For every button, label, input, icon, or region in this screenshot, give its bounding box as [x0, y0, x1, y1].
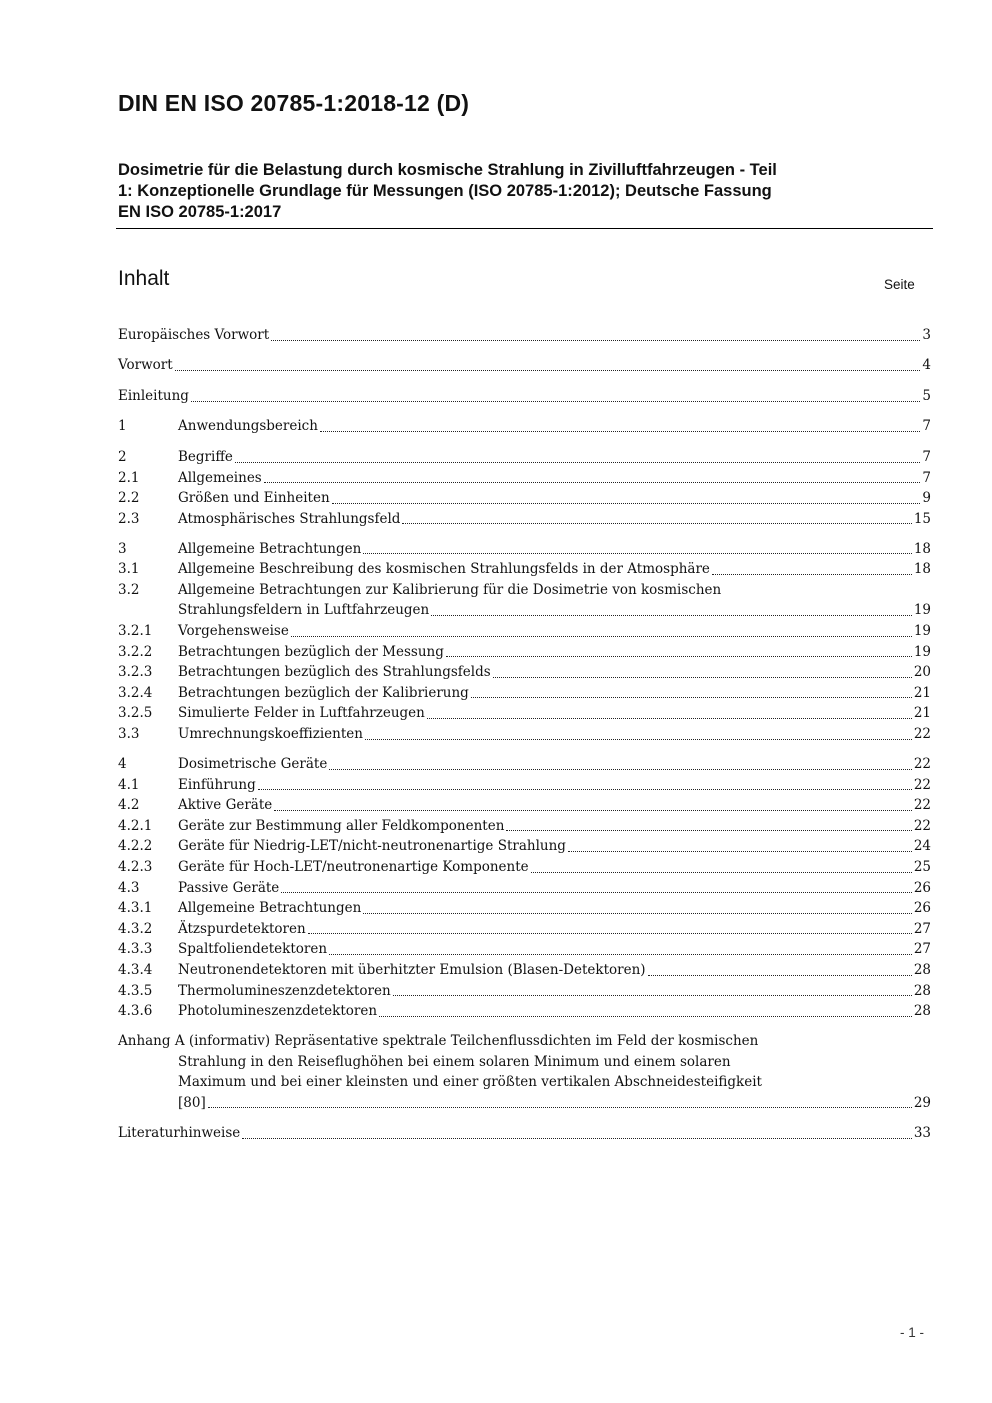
leader-dots	[332, 502, 921, 504]
toc-entry-title[interactable]: Allgemeine Beschreibung des kosmischen Strahlungsfelds in der Atmosphäre	[178, 561, 710, 578]
toc-entry-title-continued[interactable]: Strahlungsfeldern in Luftfahrzeugen	[178, 602, 430, 619]
toc-entry[interactable]	[118, 662, 931, 683]
toc-entry-page[interactable]: 21	[913, 684, 931, 701]
toc-entry-title[interactable]: Allgemeines	[178, 469, 262, 486]
leader-dots	[235, 461, 921, 463]
leader-dots	[493, 676, 912, 678]
leader-dots	[329, 953, 912, 955]
toc-entry-page[interactable]: 26	[913, 879, 931, 896]
document-subtitle	[118, 160, 930, 223]
leader-dots	[531, 871, 912, 873]
toc-entry-number: 3.2.4	[118, 684, 153, 701]
toc-entry[interactable]	[118, 836, 931, 857]
toc-entry-title[interactable]: Geräte für Niedrig-LET/nicht-neutronenartige Strahlung	[178, 838, 566, 855]
toc-entry[interactable]	[118, 325, 931, 346]
toc-entry[interactable]	[118, 488, 931, 509]
toc-entry-number: 2.3	[118, 510, 140, 527]
toc-entry-number: 4.2.1	[118, 817, 153, 834]
toc-entry-page[interactable]: 15	[913, 510, 931, 527]
toc-entry[interactable]	[118, 1123, 931, 1144]
toc-entry[interactable]	[118, 355, 931, 376]
toc-entry-number: 3	[118, 540, 127, 557]
leader-dots	[379, 1015, 912, 1017]
toc-entry-number: 4.1	[118, 776, 140, 793]
leader-dots	[506, 829, 911, 831]
leader-dots	[446, 655, 912, 657]
toc-entry-title[interactable]: Neutronendetektoren mit überhitzter Emulsion (Blasen-Detektoren)	[178, 962, 646, 978]
toc-entry-title[interactable]: Atmosphärisches Strahlungsfeld	[178, 510, 401, 527]
toc-entry-number: 4.3.3	[118, 941, 153, 958]
leader-dots	[402, 522, 911, 524]
toc-entry-title[interactable]: Einführung	[178, 776, 256, 793]
toc-entry-title[interactable]: Anhang A (informativ) Repräsentative spektrale Teilchenflussdichten im Feld der kosmischen	[118, 1033, 759, 1049]
toc-entry-number: 1	[118, 418, 127, 434]
leader-dots	[568, 850, 912, 852]
toc-entry-page[interactable]: 21	[913, 705, 931, 722]
toc-entry-title[interactable]: Begriffe	[178, 449, 233, 465]
toc-entry-page[interactable]: 4	[922, 357, 931, 373]
toc-entry-page[interactable]: 7	[922, 449, 931, 465]
leader-dots	[648, 974, 912, 976]
toc-entry-number: 4.3.4	[118, 962, 153, 978]
toc-entry-title[interactable]: Dosimetrische Geräte	[178, 756, 328, 772]
leader-dots	[712, 573, 912, 575]
leader-dots	[208, 1106, 912, 1108]
toc-entry-page[interactable]: 7	[922, 469, 931, 486]
toc-entry-page[interactable]: 28	[913, 962, 931, 978]
toc-entry-number: 3.2.1	[118, 623, 153, 639]
toc-entry[interactable]	[118, 919, 931, 940]
toc-entry-page[interactable]: 22	[913, 756, 931, 772]
toc-entry[interactable]	[118, 878, 931, 899]
toc-entry[interactable]	[118, 960, 931, 981]
leader-dots	[281, 891, 912, 893]
toc-entry-page[interactable]: 3	[922, 327, 931, 343]
leader-dots	[393, 994, 912, 996]
toc-entry-number: 4.3.2	[118, 920, 153, 937]
toc-entry-title[interactable]: Betrachtungen bezüglich der Messung	[178, 643, 444, 660]
toc-entry[interactable]	[118, 1001, 931, 1022]
toc-entry-page[interactable]: 7	[922, 418, 931, 434]
leader-dots	[365, 738, 912, 740]
toc-entry-number: 4.2.3	[118, 859, 153, 875]
toc-entry-number: 4.2.2	[118, 838, 153, 855]
toc-entry[interactable]	[118, 754, 931, 775]
leader-dots	[274, 809, 912, 811]
toc-entry-title[interactable]: Europäisches Vorwort	[118, 327, 270, 343]
toc-entry-title[interactable]: Umrechnungskoeffizienten	[178, 726, 363, 742]
toc-entry[interactable]	[118, 621, 931, 642]
leader-dots	[427, 717, 912, 719]
toc-entry[interactable]	[118, 468, 931, 489]
toc-entry[interactable]	[118, 539, 931, 560]
toc-entry-number: 3.3	[118, 726, 140, 742]
toc-entry-title[interactable]: Einleitung	[118, 388, 189, 404]
toc-entry-page[interactable]: 27	[913, 941, 931, 958]
toc-entry[interactable]	[118, 939, 931, 960]
toc-entry-title[interactable]: Allgemeine Betrachtungen	[178, 540, 362, 557]
toc-entry-page[interactable]: 28	[913, 1003, 931, 1020]
toc-entry-title[interactable]: Anwendungsbereich	[178, 418, 318, 434]
page-column-label: Seite	[884, 277, 915, 292]
toc-entry-number: 2.1	[118, 469, 140, 486]
toc-entry-title[interactable]: Allgemeine Betrachtungen zur Kalibrierung für die Dosimetrie von kosmischen	[178, 581, 722, 598]
toc-entry-page[interactable]: 27	[913, 920, 931, 937]
toc-entry-number: 3.2.5	[118, 705, 153, 722]
toc-entry[interactable]	[118, 580, 931, 621]
toc-entry-title[interactable]: Allgemeine Betrachtungen	[178, 900, 362, 917]
leader-dots	[363, 912, 911, 914]
toc-entry[interactable]	[118, 724, 931, 745]
toc-entry-number: 2	[118, 449, 127, 465]
toc-entry-title[interactable]: Geräte zur Bestimmung aller Feldkomponenten	[178, 817, 505, 834]
toc-entry-title[interactable]: Spaltfoliendetektoren	[178, 941, 328, 958]
toc-entry-title[interactable]: Betrachtungen bezüglich des Strahlungsfelds	[178, 664, 491, 681]
toc-entry-page[interactable]: 19	[913, 643, 931, 660]
toc-entry[interactable]	[118, 857, 931, 878]
toc-entry-title[interactable]: Photolumineszenzdetektoren	[178, 1003, 378, 1020]
toc-entry[interactable]	[118, 416, 931, 437]
toc-entry-page[interactable]: 22	[913, 776, 931, 793]
toc-entry-title[interactable]: Vorwort	[118, 357, 173, 373]
toc-entry-title-continued[interactable]: Maximum und bei einer kleinsten und einer größten vertikalen Abschneidesteifigkeit	[178, 1074, 762, 1091]
toc-entry-annex[interactable]	[118, 1031, 931, 1113]
toc-entry-number: 3.2.3	[118, 664, 153, 681]
toc-entry-page[interactable]: 28	[913, 982, 931, 999]
toc-entry-page[interactable]: 33	[913, 1125, 931, 1141]
toc-entry[interactable]	[118, 703, 931, 724]
toc-entry-title[interactable]: Passive Geräte	[178, 879, 280, 896]
leader-dots	[242, 1137, 912, 1139]
toc-entry-title-continued[interactable]: Strahlung in den Reiseflughöhen bei einem solaren Minimum und einem solaren	[178, 1053, 731, 1070]
toc-entry-page[interactable]: 25	[913, 859, 931, 875]
toc-entry[interactable]	[118, 642, 931, 663]
subtitle-line: EN ISO 20785-1:2017	[118, 203, 282, 221]
toc-entry-page[interactable]: 24	[913, 838, 931, 855]
toc-entry-page[interactable]: 29	[913, 1094, 931, 1111]
leader-dots	[363, 552, 911, 554]
toc-entry[interactable]	[118, 386, 931, 407]
leader-dots	[271, 339, 920, 341]
toc-entry-title[interactable]: Literaturhinweise	[118, 1125, 241, 1141]
toc-entry[interactable]	[118, 509, 931, 530]
toc-entry-number: 4.3.6	[118, 1003, 153, 1020]
subtitle-line: 1: Konzeptionelle Grundlage für Messungen (ISO 20785-1:2012); Deutsche Fassung	[118, 182, 772, 200]
page-number: - 1 -	[900, 1325, 925, 1340]
toc-entry[interactable]	[118, 795, 931, 816]
toc-entry-title[interactable]: Betrachtungen bezüglich der Kalibrierung	[178, 684, 469, 701]
toc-entry-title[interactable]: Vorgehensweise	[178, 623, 289, 639]
toc-entry-number: 4.3.1	[118, 900, 153, 917]
leader-dots	[258, 788, 912, 790]
toc-entry-page[interactable]: 19	[913, 623, 931, 639]
toc-heading: Inhalt	[118, 267, 170, 290]
leader-dots	[291, 635, 912, 637]
leader-dots	[264, 481, 921, 483]
toc-entry-number: 2.2	[118, 490, 140, 507]
leader-dots	[175, 369, 921, 371]
toc-entry-number: 3.1	[118, 561, 140, 578]
toc-entry-page[interactable]: 19	[913, 602, 931, 619]
leader-dots	[431, 614, 912, 616]
toc-entry-title[interactable]: Thermolumineszenzdetektoren	[178, 982, 391, 999]
toc-entry-page[interactable]: 18	[913, 540, 931, 557]
toc-entry-number: 4.3	[118, 879, 140, 896]
leader-dots	[191, 400, 920, 402]
leader-dots	[320, 430, 920, 432]
toc-entry[interactable]	[118, 683, 931, 704]
toc-entry-number: 3.2.2	[118, 643, 153, 660]
toc-entry-page[interactable]: 5	[922, 388, 931, 404]
toc-entry-page[interactable]: 22	[913, 726, 931, 742]
subtitle-line: Dosimetrie für die Belastung durch kosmische Strahlung in Zivilluftfahrzeugen - Teil	[118, 161, 777, 179]
leader-dots	[329, 768, 911, 770]
toc-entry-title[interactable]: Ätzspurdetektoren	[178, 920, 306, 937]
toc-entry-page[interactable]: 22	[913, 797, 931, 814]
toc-entry-number: 4.2	[118, 797, 140, 814]
document-id: DIN EN ISO 20785-1:2018-12 (D)	[118, 90, 470, 116]
toc-entry-title[interactable]: Simulierte Felder in Luftfahrzeugen	[178, 705, 425, 722]
toc-entry-title[interactable]: Geräte für Hoch-LET/neutronenartige Komponente	[178, 859, 529, 875]
toc-entry-page[interactable]: 20	[913, 664, 931, 681]
toc-entry-number: 4	[118, 756, 127, 772]
toc-entry[interactable]	[118, 898, 931, 919]
toc-entry-page[interactable]: 18	[913, 561, 931, 578]
leader-dots	[308, 932, 912, 934]
toc-entry[interactable]	[118, 981, 931, 1002]
toc-entry-title[interactable]: Größen und Einheiten	[178, 490, 330, 507]
toc-entry-page[interactable]: 22	[913, 817, 931, 834]
toc-entry[interactable]	[118, 559, 931, 580]
toc-entry[interactable]	[118, 775, 931, 796]
leader-dots	[471, 696, 912, 698]
toc-entry-number: 3.2	[118, 581, 140, 598]
toc-entry[interactable]	[118, 447, 931, 468]
toc-entry-page[interactable]: 26	[913, 900, 931, 917]
toc-entry[interactable]	[118, 816, 931, 837]
toc-entry-number: 4.3.5	[118, 982, 153, 999]
toc-entry-title-continued[interactable]: [80]	[178, 1094, 206, 1111]
toc-entry-page[interactable]: 9	[922, 490, 931, 507]
toc-entry-title[interactable]: Aktive Geräte	[178, 797, 273, 814]
header-divider	[116, 228, 933, 229]
